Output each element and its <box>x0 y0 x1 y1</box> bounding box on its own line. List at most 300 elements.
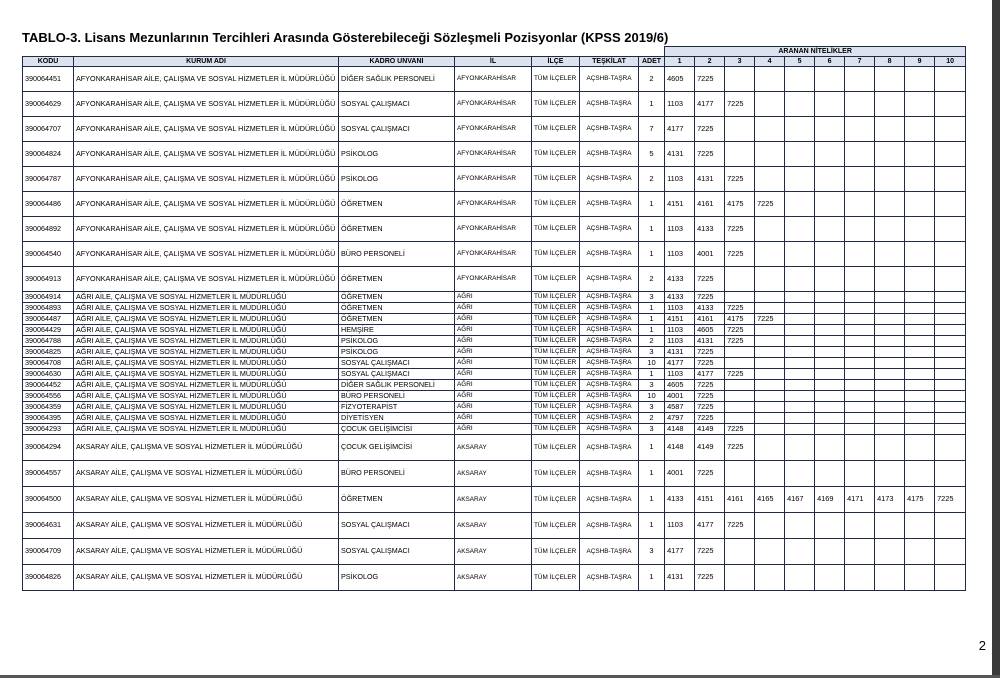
cell-nitelik-1: 4131 <box>665 565 695 591</box>
cell-kodu: 390064708 <box>23 358 74 369</box>
cell-adet: 1 <box>639 325 665 336</box>
cell-kodu: 390064294 <box>23 435 74 461</box>
cell-nitelik-2: 4605 <box>695 325 725 336</box>
cell-nitelik-7 <box>845 325 875 336</box>
cell-kodu: 390064709 <box>23 539 74 565</box>
table-row <box>23 336 966 347</box>
cell-nitelik-9 <box>905 369 935 380</box>
table-row <box>23 358 966 369</box>
cell-nitelik-3 <box>725 142 755 167</box>
table-row <box>23 380 966 391</box>
cell-nitelik-2: 7225 <box>695 402 725 413</box>
cell-nitelik-8 <box>875 358 905 369</box>
cell-ilce: TÜM İLÇELER <box>532 435 580 461</box>
cell-kodu: 390064631 <box>23 513 74 539</box>
cell-teskilat: AÇSHB-TAŞRA <box>580 413 639 424</box>
cell-kadro: SOSYAL ÇALIŞMACI <box>339 369 455 380</box>
cell-ilce: TÜM İLÇELER <box>532 242 580 267</box>
cell-nitelik-9 <box>905 142 935 167</box>
cell-teskilat: AÇSHB-TAŞRA <box>580 167 639 192</box>
cell-kurum: AKSARAY AİLE, ÇALIŞMA VE SOSYAL HİZMETLER İL MÜDÜRLÜĞÜ <box>74 565 339 591</box>
cell-nitelik-8 <box>875 325 905 336</box>
table-row <box>23 424 966 435</box>
cell-kodu: 390064556 <box>23 391 74 402</box>
cell-nitelik-7 <box>845 336 875 347</box>
cell-nitelik-6 <box>815 402 845 413</box>
cell-nitelik-6 <box>815 513 845 539</box>
cell-nitelik-6 <box>815 336 845 347</box>
cell-nitelik-4 <box>755 413 785 424</box>
cell-kurum: AĞRI AİLE, ÇALIŞMA VE SOSYAL HİZMETLER İL MÜDÜRLÜĞÜ <box>74 314 339 325</box>
cell-il: AĞRI <box>455 369 532 380</box>
cell-il: AKSARAY <box>455 487 532 513</box>
table-row <box>23 267 966 292</box>
cell-nitelik-3 <box>725 391 755 402</box>
page-number: 2 <box>978 638 986 653</box>
cell-nitelik-10 <box>935 413 966 424</box>
cell-nitelik-9 <box>905 167 935 192</box>
cell-nitelik-9 <box>905 92 935 117</box>
cell-nitelik-4 <box>755 67 785 92</box>
cell-nitelik-8 <box>875 539 905 565</box>
cell-kadro: HEMŞİRE <box>339 325 455 336</box>
cell-nitelik-5 <box>785 539 815 565</box>
cell-nitelik-10 <box>935 358 966 369</box>
col-kurum: KURUM ADI <box>74 57 339 67</box>
cell-adet: 1 <box>639 369 665 380</box>
col-q2: 2 <box>695 57 725 67</box>
cell-kadro: PSİKOLOG <box>339 336 455 347</box>
cell-nitelik-10 <box>935 67 966 92</box>
cell-nitelik-10 <box>935 513 966 539</box>
cell-nitelik-8: 4173 <box>875 487 905 513</box>
cell-kurum: AKSARAY AİLE, ÇALIŞMA VE SOSYAL HİZMETLER İL MÜDÜRLÜĞÜ <box>74 461 339 487</box>
cell-teskilat: AÇSHB-TAŞRA <box>580 461 639 487</box>
cell-nitelik-5 <box>785 325 815 336</box>
table-body <box>23 67 966 591</box>
cell-nitelik-2: 7225 <box>695 267 725 292</box>
cell-nitelik-2: 4133 <box>695 303 725 314</box>
cell-kurum: AĞRI AİLE, ÇALIŞMA VE SOSYAL HİZMETLER İL MÜDÜRLÜĞÜ <box>74 413 339 424</box>
cell-nitelik-5 <box>785 435 815 461</box>
cell-kadro: DİYETİSYEN <box>339 413 455 424</box>
cell-nitelik-4 <box>755 142 785 167</box>
table-row <box>23 67 966 92</box>
cell-nitelik-1: 4797 <box>665 413 695 424</box>
cell-nitelik-8 <box>875 267 905 292</box>
cell-nitelik-8 <box>875 217 905 242</box>
table-row <box>23 391 966 402</box>
cell-kodu: 390064913 <box>23 267 74 292</box>
cell-nitelik-2: 7225 <box>695 391 725 402</box>
table-row <box>23 369 966 380</box>
cell-il: AFYONKARAHİSAR <box>455 217 532 242</box>
table-row <box>23 217 966 242</box>
cell-kodu: 390064914 <box>23 292 74 303</box>
cell-nitelik-4 <box>755 391 785 402</box>
cell-kurum: AFYONKARAHİSAR AİLE, ÇALIŞMA VE SOSYAL HİZMETLER İL MÜDÜRLÜĞÜ <box>74 92 339 117</box>
cell-nitelik-3 <box>725 67 755 92</box>
cell-il: AKSARAY <box>455 539 532 565</box>
cell-nitelik-5 <box>785 314 815 325</box>
cell-nitelik-2: 7225 <box>695 413 725 424</box>
cell-kurum: AĞRI AİLE, ÇALIŞMA VE SOSYAL HİZMETLER İL MÜDÜRLÜĞÜ <box>74 391 339 402</box>
cell-il: AĞRI <box>455 424 532 435</box>
cell-nitelik-6 <box>815 380 845 391</box>
cell-adet: 1 <box>639 92 665 117</box>
cell-kadro: SOSYAL ÇALIŞMACI <box>339 92 455 117</box>
cell-adet: 1 <box>639 242 665 267</box>
col-q3: 3 <box>725 57 755 67</box>
cell-nitelik-2: 4131 <box>695 336 725 347</box>
cell-nitelik-6 <box>815 303 845 314</box>
cell-ilce: TÜM İLÇELER <box>532 513 580 539</box>
cell-nitelik-6 <box>815 565 845 591</box>
table-row <box>23 292 966 303</box>
cell-ilce: TÜM İLÇELER <box>532 380 580 391</box>
cell-nitelik-3: 7225 <box>725 325 755 336</box>
cell-nitelik-2: 7225 <box>695 539 725 565</box>
cell-nitelik-5 <box>785 117 815 142</box>
cell-nitelik-1: 1103 <box>665 92 695 117</box>
cell-nitelik-2: 7225 <box>695 117 725 142</box>
cell-nitelik-1: 1103 <box>665 217 695 242</box>
cell-adet: 1 <box>639 565 665 591</box>
col-q1: 1 <box>665 57 695 67</box>
cell-kodu: 390064359 <box>23 402 74 413</box>
cell-kodu: 390064451 <box>23 67 74 92</box>
cell-nitelik-4 <box>755 369 785 380</box>
cell-kurum: AĞRI AİLE, ÇALIŞMA VE SOSYAL HİZMETLER İL MÜDÜRLÜĞÜ <box>74 369 339 380</box>
table-row <box>23 539 966 565</box>
cell-kurum: AKSARAY AİLE, ÇALIŞMA VE SOSYAL HİZMETLER İL MÜDÜRLÜĞÜ <box>74 487 339 513</box>
cell-nitelik-10 <box>935 192 966 217</box>
cell-nitelik-4 <box>755 402 785 413</box>
cell-nitelik-5: 4167 <box>785 487 815 513</box>
cell-nitelik-4: 4165 <box>755 487 785 513</box>
cell-adet: 10 <box>639 358 665 369</box>
cell-nitelik-2: 4001 <box>695 242 725 267</box>
cell-il: AFYONKARAHİSAR <box>455 242 532 267</box>
cell-nitelik-7 <box>845 539 875 565</box>
cell-nitelik-9 <box>905 336 935 347</box>
cell-nitelik-4 <box>755 358 785 369</box>
table-row <box>23 303 966 314</box>
cell-nitelik-9 <box>905 461 935 487</box>
cell-kurum: AFYONKARAHİSAR AİLE, ÇALIŞMA VE SOSYAL HİZMETLER İL MÜDÜRLÜĞÜ <box>74 217 339 242</box>
cell-kodu: 390064630 <box>23 369 74 380</box>
cell-nitelik-2: 7225 <box>695 142 725 167</box>
cell-il: AFYONKARAHİSAR <box>455 67 532 92</box>
cell-adet: 2 <box>639 336 665 347</box>
cell-teskilat: AÇSHB-TAŞRA <box>580 67 639 92</box>
col-q10: 10 <box>935 57 966 67</box>
cell-nitelik-1: 4151 <box>665 314 695 325</box>
aranan-nitelikler-header: ARANAN NİTELİKLER <box>665 47 966 57</box>
cell-il: AĞRI <box>455 314 532 325</box>
cell-nitelik-5 <box>785 267 815 292</box>
col-q7: 7 <box>845 57 875 67</box>
cell-nitelik-6 <box>815 539 845 565</box>
cell-kurum: AFYONKARAHİSAR AİLE, ÇALIŞMA VE SOSYAL HİZMETLER İL MÜDÜRLÜĞÜ <box>74 192 339 217</box>
cell-kurum: AĞRI AİLE, ÇALIŞMA VE SOSYAL HİZMETLER İL MÜDÜRLÜĞÜ <box>74 336 339 347</box>
cell-nitelik-6 <box>815 424 845 435</box>
column-header-row <box>23 57 966 67</box>
cell-nitelik-9 <box>905 358 935 369</box>
cell-nitelik-3 <box>725 358 755 369</box>
cell-nitelik-2: 4133 <box>695 217 725 242</box>
cell-nitelik-2: 7225 <box>695 380 725 391</box>
cell-nitelik-4 <box>755 424 785 435</box>
cell-nitelik-5 <box>785 424 815 435</box>
cell-nitelik-10 <box>935 92 966 117</box>
cell-nitelik-1: 4131 <box>665 347 695 358</box>
cell-kadro: ÖĞRETMEN <box>339 314 455 325</box>
table-row <box>23 117 966 142</box>
cell-il: AKSARAY <box>455 461 532 487</box>
cell-teskilat: AÇSHB-TAŞRA <box>580 402 639 413</box>
cell-kurum: AKSARAY AİLE, ÇALIŞMA VE SOSYAL HİZMETLER İL MÜDÜRLÜĞÜ <box>74 435 339 461</box>
cell-nitelik-10 <box>935 292 966 303</box>
cell-nitelik-1: 1103 <box>665 303 695 314</box>
cell-kadro: PSİKOLOG <box>339 565 455 591</box>
cell-kadro: BÜRO PERSONELİ <box>339 461 455 487</box>
cell-kurum: AKSARAY AİLE, ÇALIŞMA VE SOSYAL HİZMETLER İL MÜDÜRLÜĞÜ <box>74 513 339 539</box>
cell-nitelik-10: 7225 <box>935 487 966 513</box>
cell-nitelik-8 <box>875 117 905 142</box>
cell-nitelik-4 <box>755 267 785 292</box>
cell-kurum: AFYONKARAHİSAR AİLE, ÇALIŞMA VE SOSYAL HİZMETLER İL MÜDÜRLÜĞÜ <box>74 142 339 167</box>
cell-nitelik-3 <box>725 117 755 142</box>
cell-nitelik-6 <box>815 292 845 303</box>
cell-kodu: 390064540 <box>23 242 74 267</box>
cell-nitelik-3: 4161 <box>725 487 755 513</box>
cell-nitelik-3: 4175 <box>725 314 755 325</box>
cell-kodu: 390064486 <box>23 192 74 217</box>
cell-ilce: TÜM İLÇELER <box>532 314 580 325</box>
cell-nitelik-3: 7225 <box>725 336 755 347</box>
cell-kadro: SOSYAL ÇALIŞMACI <box>339 117 455 142</box>
cell-nitelik-3: 7225 <box>725 242 755 267</box>
cell-nitelik-5 <box>785 142 815 167</box>
cell-nitelik-3 <box>725 402 755 413</box>
cell-ilce: TÜM İLÇELER <box>532 303 580 314</box>
cell-il: AĞRI <box>455 336 532 347</box>
cell-teskilat: AÇSHB-TAŞRA <box>580 325 639 336</box>
cell-nitelik-5 <box>785 380 815 391</box>
cell-nitelik-2: 7225 <box>695 67 725 92</box>
cell-nitelik-2: 7225 <box>695 292 725 303</box>
cell-kodu: 390064892 <box>23 217 74 242</box>
cell-nitelik-6 <box>815 413 845 424</box>
cell-nitelik-5 <box>785 369 815 380</box>
cell-nitelik-1: 4177 <box>665 539 695 565</box>
cell-nitelik-6 <box>815 435 845 461</box>
cell-ilce: TÜM İLÇELER <box>532 336 580 347</box>
cell-nitelik-10 <box>935 369 966 380</box>
table-row <box>23 565 966 591</box>
cell-adet: 3 <box>639 539 665 565</box>
cell-teskilat: AÇSHB-TAŞRA <box>580 539 639 565</box>
cell-kadro: ÖĞRETMEN <box>339 217 455 242</box>
cell-ilce: TÜM İLÇELER <box>532 292 580 303</box>
cell-nitelik-3 <box>725 413 755 424</box>
cell-nitelik-2: 7225 <box>695 347 725 358</box>
cell-nitelik-5 <box>785 461 815 487</box>
cell-nitelik-8 <box>875 391 905 402</box>
cell-nitelik-5 <box>785 303 815 314</box>
cell-nitelik-8 <box>875 314 905 325</box>
cell-nitelik-5 <box>785 347 815 358</box>
cell-nitelik-5 <box>785 391 815 402</box>
cell-nitelik-6 <box>815 242 845 267</box>
cell-nitelik-7 <box>845 391 875 402</box>
cell-adet: 2 <box>639 413 665 424</box>
cell-nitelik-4 <box>755 565 785 591</box>
cell-nitelik-6 <box>815 391 845 402</box>
cell-nitelik-7 <box>845 67 875 92</box>
cell-nitelik-10 <box>935 303 966 314</box>
cell-adet: 1 <box>639 303 665 314</box>
cell-il: AĞRI <box>455 358 532 369</box>
cell-ilce: TÜM İLÇELER <box>532 325 580 336</box>
cell-ilce: TÜM İLÇELER <box>532 402 580 413</box>
cell-adet: 1 <box>639 487 665 513</box>
cell-nitelik-6 <box>815 314 845 325</box>
col-ilce: İLÇE <box>532 57 580 67</box>
cell-adet: 3 <box>639 424 665 435</box>
cell-adet: 2 <box>639 267 665 292</box>
cell-nitelik-8 <box>875 242 905 267</box>
cell-ilce: TÜM İLÇELER <box>532 391 580 402</box>
cell-adet: 1 <box>639 513 665 539</box>
table-row <box>23 347 966 358</box>
cell-nitelik-10 <box>935 402 966 413</box>
cell-ilce: TÜM İLÇELER <box>532 142 580 167</box>
cell-nitelik-10 <box>935 217 966 242</box>
cell-nitelik-1: 1103 <box>665 242 695 267</box>
cell-nitelik-2: 4131 <box>695 167 725 192</box>
cell-nitelik-1: 4133 <box>665 487 695 513</box>
cell-nitelik-3: 7225 <box>725 435 755 461</box>
col-q4: 4 <box>755 57 785 67</box>
cell-kurum: AĞRI AİLE, ÇALIŞMA VE SOSYAL HİZMETLER İL MÜDÜRLÜĞÜ <box>74 380 339 391</box>
cell-teskilat: AÇSHB-TAŞRA <box>580 358 639 369</box>
cell-nitelik-10 <box>935 347 966 358</box>
cell-nitelik-4 <box>755 217 785 242</box>
cell-ilce: TÜM İLÇELER <box>532 413 580 424</box>
cell-adet: 1 <box>639 192 665 217</box>
cell-ilce: TÜM İLÇELER <box>532 117 580 142</box>
cell-nitelik-9 <box>905 325 935 336</box>
cell-nitelik-9 <box>905 192 935 217</box>
cell-adet: 1 <box>639 435 665 461</box>
cell-nitelik-5 <box>785 92 815 117</box>
cell-nitelik-3 <box>725 461 755 487</box>
col-kadro: KADRO UNVANI <box>339 57 455 67</box>
cell-nitelik-1: 1103 <box>665 369 695 380</box>
cell-nitelik-9 <box>905 67 935 92</box>
cell-kurum: AFYONKARAHİSAR AİLE, ÇALIŞMA VE SOSYAL HİZMETLER İL MÜDÜRLÜĞÜ <box>74 167 339 192</box>
cell-nitelik-7 <box>845 92 875 117</box>
cell-il: AĞRI <box>455 347 532 358</box>
cell-nitelik-4 <box>755 380 785 391</box>
cell-nitelik-1: 1103 <box>665 167 695 192</box>
cell-nitelik-5 <box>785 565 815 591</box>
cell-nitelik-5 <box>785 292 815 303</box>
table-row <box>23 461 966 487</box>
cell-nitelik-2: 7225 <box>695 565 725 591</box>
cell-adet: 1 <box>639 314 665 325</box>
col-q5: 5 <box>785 57 815 67</box>
cell-kadro: ÖĞRETMEN <box>339 267 455 292</box>
cell-nitelik-6 <box>815 267 845 292</box>
cell-nitelik-9 <box>905 391 935 402</box>
cell-nitelik-7 <box>845 402 875 413</box>
cell-nitelik-4 <box>755 513 785 539</box>
cell-nitelik-3 <box>725 565 755 591</box>
cell-nitelik-2: 4161 <box>695 192 725 217</box>
cell-nitelik-10 <box>935 380 966 391</box>
cell-nitelik-3: 4175 <box>725 192 755 217</box>
cell-il: AĞRI <box>455 292 532 303</box>
cell-nitelik-1: 4133 <box>665 292 695 303</box>
cell-teskilat: AÇSHB-TAŞRA <box>580 380 639 391</box>
cell-adet: 10 <box>639 391 665 402</box>
cell-nitelik-7 <box>845 565 875 591</box>
cell-nitelik-7 <box>845 217 875 242</box>
cell-teskilat: AÇSHB-TAŞRA <box>580 142 639 167</box>
cell-kodu: 390064787 <box>23 167 74 192</box>
cell-kodu: 390064788 <box>23 336 74 347</box>
header-group-row <box>23 47 966 57</box>
cell-kodu: 390064293 <box>23 424 74 435</box>
cell-adet: 3 <box>639 292 665 303</box>
cell-kadro: SOSYAL ÇALIŞMACI <box>339 539 455 565</box>
cell-nitelik-6 <box>815 358 845 369</box>
cell-nitelik-2: 4177 <box>695 92 725 117</box>
cell-nitelik-4 <box>755 303 785 314</box>
cell-nitelik-3: 7225 <box>725 167 755 192</box>
cell-teskilat: AÇSHB-TAŞRA <box>580 347 639 358</box>
cell-nitelik-9 <box>905 242 935 267</box>
cell-nitelik-2: 4161 <box>695 314 725 325</box>
cell-nitelik-9 <box>905 402 935 413</box>
cell-nitelik-5 <box>785 242 815 267</box>
cell-il: AKSARAY <box>455 565 532 591</box>
cell-nitelik-9 <box>905 413 935 424</box>
col-il: İL <box>455 57 532 67</box>
cell-nitelik-4 <box>755 167 785 192</box>
cell-kurum: AĞRI AİLE, ÇALIŞMA VE SOSYAL HİZMETLER İL MÜDÜRLÜĞÜ <box>74 325 339 336</box>
cell-nitelik-7 <box>845 380 875 391</box>
cell-teskilat: AÇSHB-TAŞRA <box>580 192 639 217</box>
cell-nitelik-6 <box>815 67 845 92</box>
cell-il: AĞRI <box>455 380 532 391</box>
cell-nitelik-6 <box>815 325 845 336</box>
cell-nitelik-7 <box>845 142 875 167</box>
cell-nitelik-8 <box>875 192 905 217</box>
cell-nitelik-10 <box>935 336 966 347</box>
cell-il: AFYONKARAHİSAR <box>455 142 532 167</box>
cell-nitelik-10 <box>935 435 966 461</box>
cell-teskilat: AÇSHB-TAŞRA <box>580 267 639 292</box>
cell-nitelik-1: 4148 <box>665 435 695 461</box>
cell-nitelik-5 <box>785 167 815 192</box>
cell-teskilat: AÇSHB-TAŞRA <box>580 565 639 591</box>
cell-il: AFYONKARAHİSAR <box>455 192 532 217</box>
cell-nitelik-6 <box>815 217 845 242</box>
